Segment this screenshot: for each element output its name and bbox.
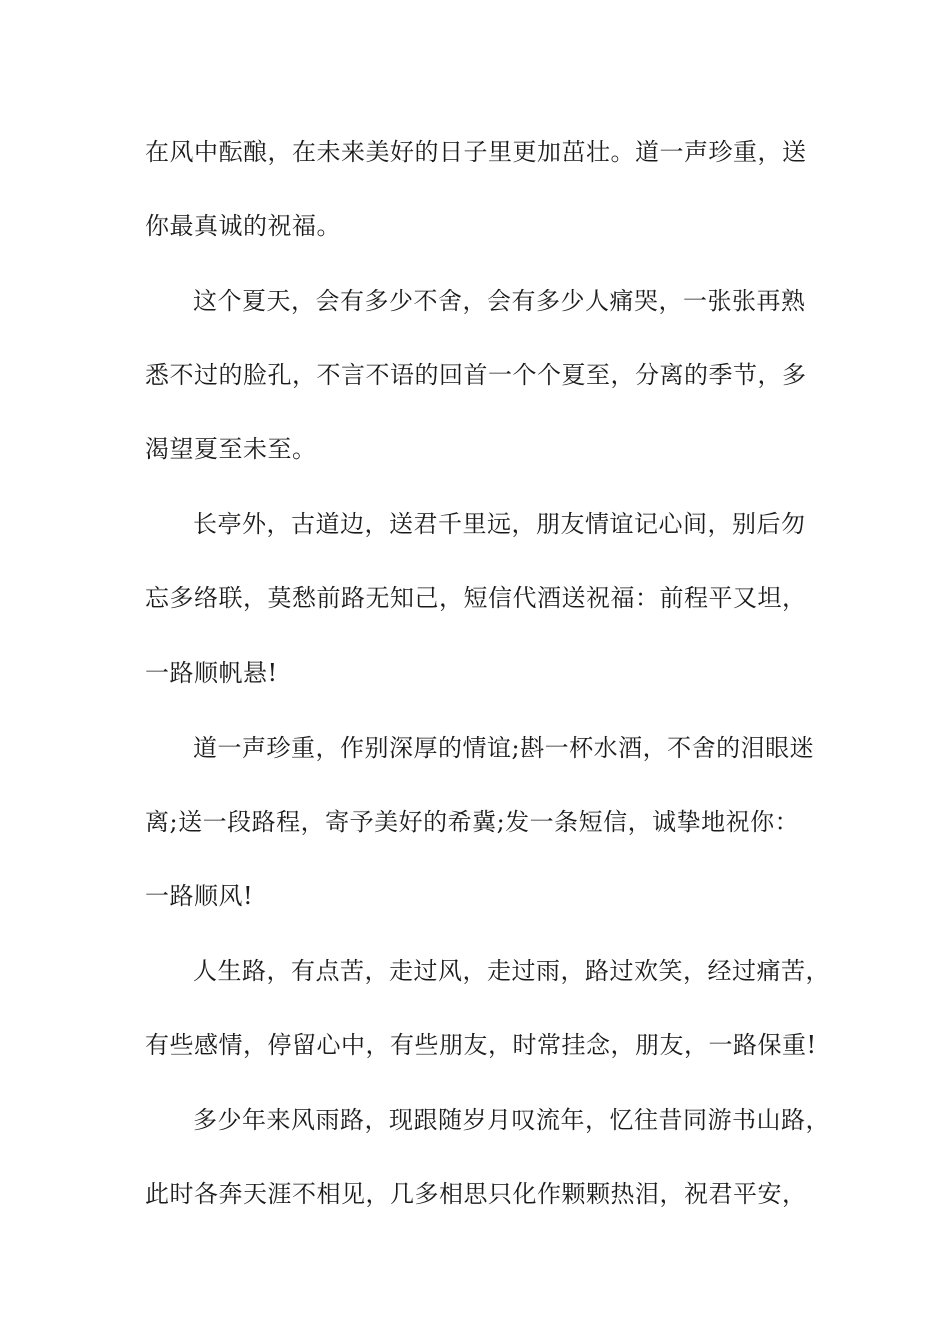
text-line: 渴望夏至未至。 — [145, 435, 317, 463]
text-line: 一路顺帆悬! — [145, 659, 278, 687]
text-line: 离;送一段路程，寄予美好的希冀;发一条短信，诚挚地祝你： — [145, 808, 800, 836]
paragraph-start-line: 人生路，有点苦，走过风，走过雨，路过欢笑，经过痛苦， — [193, 957, 830, 985]
paragraph-start-line: 这个夏天，会有多少不舍，会有多少人痛哭，一张张再熟 — [193, 287, 806, 315]
text-line: 你最真诚的祝福。 — [145, 212, 341, 240]
paragraph-start-line: 长亭外，古道边，送君千里远，朋友情谊记心间，别后勿 — [193, 510, 806, 538]
text-line: 此时各奔天涯不相见，几多相思只化作颗颗热泪，祝君平安， — [145, 1180, 807, 1208]
text-line: 在风中酝酿，在未来美好的日子里更加茁壮。道一声珍重，送 — [145, 138, 807, 166]
paragraph-start-line: 多少年来风雨路，现跟随岁月叹流年，忆往昔同游书山路， — [193, 1106, 830, 1134]
paragraph-start-line: 道一声珍重，作别深厚的情谊;斟一杯水酒，不舍的泪眼迷 — [193, 734, 815, 762]
text-line: 忘多络联，莫愁前路无知己，短信代酒送祝福：前程平又坦， — [145, 584, 807, 612]
text-line: 悉不过的脸孔，不言不语的回首一个个夏至，分离的季节，多 — [145, 361, 807, 389]
text-line: 有些感情，停留心中，有些朋友，时常挂念，朋友，一路保重! — [145, 1031, 817, 1059]
text-line: 一路顺风! — [145, 882, 254, 910]
